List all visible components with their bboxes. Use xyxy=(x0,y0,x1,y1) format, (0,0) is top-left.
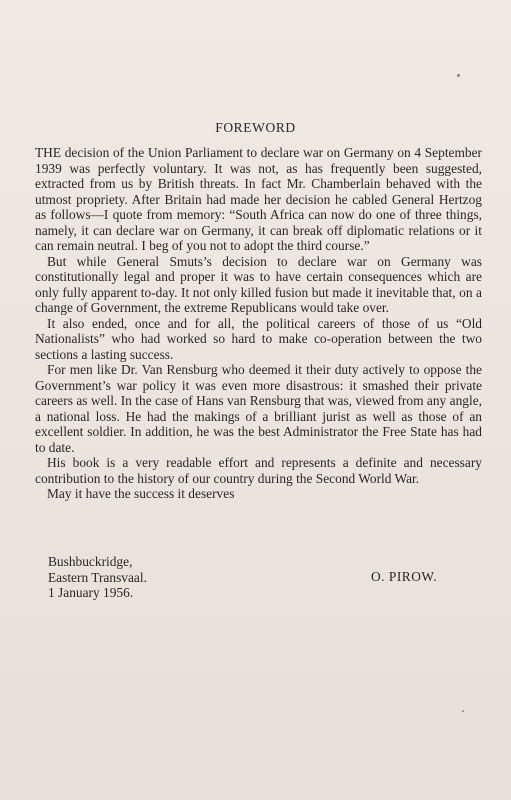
signature-author: O. PIROW. xyxy=(371,569,438,584)
signature-date: 1 January 1956. xyxy=(48,585,134,600)
paper-speck xyxy=(462,710,464,712)
paragraph-6: May it have the success it deserves xyxy=(47,486,235,501)
paper-speck xyxy=(457,74,460,77)
paragraph-3: It also ended, once and for all, the political careers of those of us “Old Nationalists” who had worked so hard to make co-operation between the two sections a lasting success. xyxy=(35,315,482,362)
paragraph-2: But while General Smuts’s decision to declare war on Germany was constitutionally legal and proper it was to have certain consequences which are only fully apparent to-day. It not only killed fusion but made it inevitable that, on a change of Government, the extreme Republicans would take over. xyxy=(35,253,482,315)
signature-place-line-2: Eastern Transvaal. xyxy=(48,569,147,585)
paragraph-1: THE decision of the Union Parliament to declare war on Germany on 4 September 1939 was perfectly voluntary. It was not, as has frequently been suggested, extracted from us by British threats. In fact Mr. Chamberlain behaved with the utmost propriety. After Britain had made her decision he cabled General Hertzog as follows—I quote from memory: “South Africa can now do one of three things, namely, it can declare war on Germany, it can break off diplomatic relations or it can remain neutral. I beg of you not to adopt the third course.” xyxy=(35,145,482,253)
foreword-body xyxy=(35,145,482,502)
page-heading: FOREWORD xyxy=(215,120,296,135)
paragraph-5: His book is a very readable effort and represents a definite and necessary contribution to the history of our country during the Second World War. xyxy=(35,455,482,486)
signature-place-line-1: Bushbuckridge, xyxy=(48,554,133,569)
paragraph-4: For men like Dr. Van Rensburg who deemed it their duty actively to oppose the Government’s war policy it was even more disastrous: it smashed their private careers as well. In the case of Hans van Rensburg that was, viewed from any angle, a national loss. He had the makings of a brilliant jurist as well as those of an excellent soldier. In addition, he was the best Administrator the Free State has had to date. xyxy=(35,362,482,455)
signature-block xyxy=(48,554,147,601)
